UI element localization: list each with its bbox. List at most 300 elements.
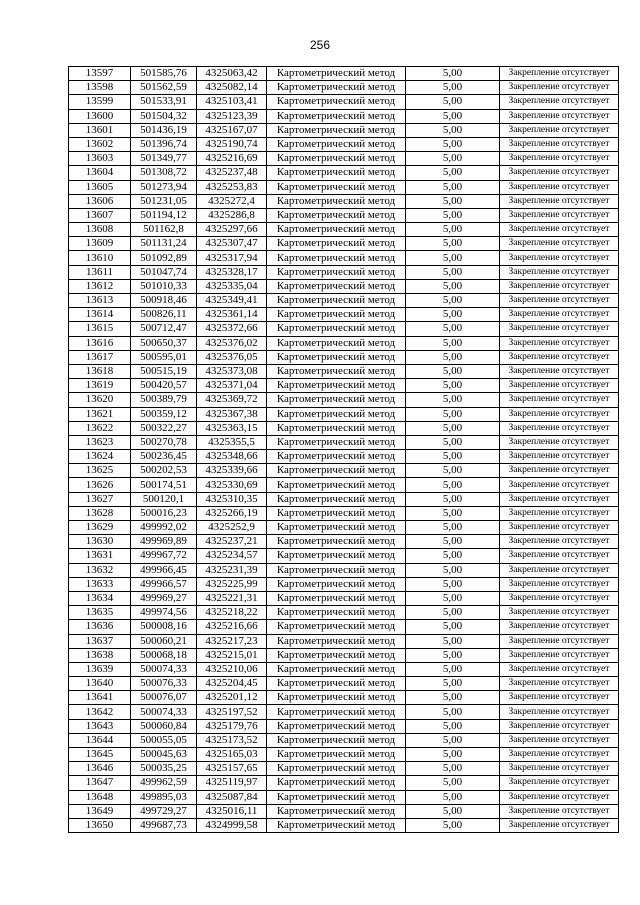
table-row xyxy=(69,450,619,464)
point-number-cell: 13617 xyxy=(69,350,131,364)
y-coordinate-cell: 4325376,05 xyxy=(197,350,267,364)
x-coordinate-cell: 500270,78 xyxy=(131,435,197,449)
y-coordinate-cell: 4325179,76 xyxy=(197,719,267,733)
table-row xyxy=(69,67,619,81)
precision-cell: 5,00 xyxy=(406,790,500,804)
method-cell: Картометрический метод xyxy=(267,279,406,293)
y-coordinate-cell: 4325087,84 xyxy=(197,790,267,804)
precision-cell: 5,00 xyxy=(406,563,500,577)
method-cell: Картометрический метод xyxy=(267,194,406,208)
fixation-cell: Закрепление отсутствует xyxy=(500,790,619,804)
y-coordinate-cell: 4325201,12 xyxy=(197,691,267,705)
point-number-cell: 13609 xyxy=(69,237,131,251)
precision-cell: 5,00 xyxy=(406,606,500,620)
method-cell: Картометрический метод xyxy=(267,549,406,563)
fixation-cell: Закрепление отсутствует xyxy=(500,450,619,464)
y-coordinate-cell: 4325190,74 xyxy=(197,137,267,151)
fixation-cell: Закрепление отсутствует xyxy=(500,393,619,407)
precision-cell: 5,00 xyxy=(406,251,500,265)
fixation-cell: Закрепление отсутствует xyxy=(500,166,619,180)
y-coordinate-cell: 4325103,41 xyxy=(197,95,267,109)
method-cell: Картометрический метод xyxy=(267,464,406,478)
fixation-cell: Закрепление отсутствует xyxy=(500,776,619,790)
fixation-cell: Закрепление отсутствует xyxy=(500,620,619,634)
fixation-cell: Закрепление отсутствует xyxy=(500,180,619,194)
precision-cell: 5,00 xyxy=(406,762,500,776)
table-row xyxy=(69,336,619,350)
point-number-cell: 13624 xyxy=(69,450,131,464)
method-cell: Картометрический метод xyxy=(267,762,406,776)
fixation-cell: Закрепление отсутствует xyxy=(500,81,619,95)
x-coordinate-cell: 501562,59 xyxy=(131,81,197,95)
point-number-cell: 13613 xyxy=(69,294,131,308)
table-row xyxy=(69,279,619,293)
fixation-cell: Закрепление отсутствует xyxy=(500,137,619,151)
y-coordinate-cell: 4325225,99 xyxy=(197,577,267,591)
precision-cell: 5,00 xyxy=(406,464,500,478)
point-number-cell: 13649 xyxy=(69,804,131,818)
table-row xyxy=(69,265,619,279)
fixation-cell: Закрепление отсутствует xyxy=(500,719,619,733)
method-cell: Картометрический метод xyxy=(267,137,406,151)
y-coordinate-cell: 4325367,38 xyxy=(197,407,267,421)
point-number-cell: 13627 xyxy=(69,492,131,506)
x-coordinate-cell: 501092,89 xyxy=(131,251,197,265)
precision-cell: 5,00 xyxy=(406,549,500,563)
fixation-cell: Закрепление отсутствует xyxy=(500,251,619,265)
x-coordinate-cell: 500515,19 xyxy=(131,364,197,378)
x-coordinate-cell: 501396,74 xyxy=(131,137,197,151)
method-cell: Картометрический метод xyxy=(267,180,406,194)
method-cell: Картометрический метод xyxy=(267,208,406,222)
y-coordinate-cell: 4325237,48 xyxy=(197,166,267,180)
precision-cell: 5,00 xyxy=(406,223,500,237)
precision-cell: 5,00 xyxy=(406,137,500,151)
method-cell: Картометрический метод xyxy=(267,223,406,237)
x-coordinate-cell: 499967,72 xyxy=(131,549,197,563)
fixation-cell: Закрепление отсутствует xyxy=(500,435,619,449)
method-cell: Картометрический метод xyxy=(267,691,406,705)
point-number-cell: 13626 xyxy=(69,478,131,492)
method-cell: Картометрический метод xyxy=(267,166,406,180)
y-coordinate-cell: 4325218,22 xyxy=(197,606,267,620)
fixation-cell: Закрепление отсутствует xyxy=(500,606,619,620)
fixation-cell: Закрепление отсутствует xyxy=(500,308,619,322)
fixation-cell: Закрепление отсутствует xyxy=(500,194,619,208)
table-row xyxy=(69,95,619,109)
point-number-cell: 13606 xyxy=(69,194,131,208)
fixation-cell: Закрепление отсутствует xyxy=(500,492,619,506)
table-row xyxy=(69,535,619,549)
y-coordinate-cell: 4325157,65 xyxy=(197,762,267,776)
x-coordinate-cell: 500068,18 xyxy=(131,648,197,662)
x-coordinate-cell: 501047,74 xyxy=(131,265,197,279)
method-cell: Картометрический метод xyxy=(267,677,406,691)
fixation-cell: Закрепление отсутствует xyxy=(500,322,619,336)
fixation-cell: Закрепление отсутствует xyxy=(500,705,619,719)
table-row xyxy=(69,748,619,762)
table-row xyxy=(69,662,619,676)
precision-cell: 5,00 xyxy=(406,804,500,818)
y-coordinate-cell: 4325231,39 xyxy=(197,563,267,577)
x-coordinate-cell: 500076,07 xyxy=(131,691,197,705)
precision-cell: 5,00 xyxy=(406,634,500,648)
method-cell: Картометрический метод xyxy=(267,662,406,676)
method-cell: Картометрический метод xyxy=(267,379,406,393)
point-number-cell: 13637 xyxy=(69,634,131,648)
precision-cell: 5,00 xyxy=(406,591,500,605)
fixation-cell: Закрепление отсутствует xyxy=(500,506,619,520)
point-number-cell: 13611 xyxy=(69,265,131,279)
x-coordinate-cell: 500016,23 xyxy=(131,506,197,520)
fixation-cell: Закрепление отсутствует xyxy=(500,407,619,421)
x-coordinate-cell: 501504,32 xyxy=(131,109,197,123)
fixation-cell: Закрепление отсутствует xyxy=(500,364,619,378)
y-coordinate-cell: 4325317,94 xyxy=(197,251,267,265)
method-cell: Картометрический метод xyxy=(267,95,406,109)
y-coordinate-cell: 4325165,03 xyxy=(197,748,267,762)
x-coordinate-cell: 499969,89 xyxy=(131,535,197,549)
x-coordinate-cell: 501010,33 xyxy=(131,279,197,293)
table-row xyxy=(69,109,619,123)
fixation-cell: Закрепление отсутствует xyxy=(500,95,619,109)
method-cell: Картометрический метод xyxy=(267,350,406,364)
precision-cell: 5,00 xyxy=(406,67,500,81)
table-row xyxy=(69,379,619,393)
fixation-cell: Закрепление отсутствует xyxy=(500,804,619,818)
point-number-cell: 13643 xyxy=(69,719,131,733)
y-coordinate-cell: 4325363,15 xyxy=(197,421,267,435)
y-coordinate-cell: 4325016,11 xyxy=(197,804,267,818)
fixation-cell: Закрепление отсутствует xyxy=(500,662,619,676)
x-coordinate-cell: 499974,56 xyxy=(131,606,197,620)
point-number-cell: 13640 xyxy=(69,677,131,691)
point-number-cell: 13599 xyxy=(69,95,131,109)
y-coordinate-cell: 4325307,47 xyxy=(197,237,267,251)
table-row xyxy=(69,322,619,336)
precision-cell: 5,00 xyxy=(406,109,500,123)
table-row xyxy=(69,705,619,719)
y-coordinate-cell: 4325310,35 xyxy=(197,492,267,506)
y-coordinate-cell: 4325252,9 xyxy=(197,521,267,535)
method-cell: Картометрический метод xyxy=(267,719,406,733)
fixation-cell: Закрепление отсутствует xyxy=(500,279,619,293)
x-coordinate-cell: 501436,19 xyxy=(131,123,197,137)
table-row xyxy=(69,166,619,180)
precision-cell: 5,00 xyxy=(406,152,500,166)
y-coordinate-cell: 4325330,69 xyxy=(197,478,267,492)
table-row xyxy=(69,350,619,364)
fixation-cell: Закрепление отсутствует xyxy=(500,208,619,222)
table-row xyxy=(69,194,619,208)
table-row xyxy=(69,308,619,322)
method-cell: Картометрический метод xyxy=(267,109,406,123)
fixation-cell: Закрепление отсутствует xyxy=(500,421,619,435)
fixation-cell: Закрепление отсутствует xyxy=(500,464,619,478)
x-coordinate-cell: 500074,33 xyxy=(131,705,197,719)
coordinates-table-body xyxy=(69,67,619,833)
precision-cell: 5,00 xyxy=(406,265,500,279)
method-cell: Картометрический метод xyxy=(267,265,406,279)
method-cell: Картометрический метод xyxy=(267,620,406,634)
precision-cell: 5,00 xyxy=(406,691,500,705)
table-row xyxy=(69,648,619,662)
table-row xyxy=(69,137,619,151)
precision-cell: 5,00 xyxy=(406,336,500,350)
precision-cell: 5,00 xyxy=(406,279,500,293)
y-coordinate-cell: 4325328,17 xyxy=(197,265,267,279)
method-cell: Картометрический метод xyxy=(267,407,406,421)
fixation-cell: Закрепление отсутствует xyxy=(500,265,619,279)
point-number-cell: 13648 xyxy=(69,790,131,804)
point-number-cell: 13630 xyxy=(69,535,131,549)
y-coordinate-cell: 4325204,45 xyxy=(197,677,267,691)
y-coordinate-cell: 4325215,01 xyxy=(197,648,267,662)
x-coordinate-cell: 499969,27 xyxy=(131,591,197,605)
x-coordinate-cell: 501231,05 xyxy=(131,194,197,208)
method-cell: Картометрический метод xyxy=(267,123,406,137)
table-row xyxy=(69,563,619,577)
table-row xyxy=(69,251,619,265)
precision-cell: 5,00 xyxy=(406,237,500,251)
fixation-cell: Закрепление отсутствует xyxy=(500,762,619,776)
x-coordinate-cell: 501162,8 xyxy=(131,223,197,237)
x-coordinate-cell: 500045,63 xyxy=(131,748,197,762)
table-row xyxy=(69,762,619,776)
x-coordinate-cell: 501308,72 xyxy=(131,166,197,180)
table-row xyxy=(69,123,619,137)
fixation-cell: Закрепление отсутствует xyxy=(500,237,619,251)
table-row xyxy=(69,549,619,563)
x-coordinate-cell: 500650,37 xyxy=(131,336,197,350)
table-row xyxy=(69,591,619,605)
precision-cell: 5,00 xyxy=(406,322,500,336)
table-row xyxy=(69,393,619,407)
x-coordinate-cell: 500322,27 xyxy=(131,421,197,435)
precision-cell: 5,00 xyxy=(406,733,500,747)
point-number-cell: 13639 xyxy=(69,662,131,676)
fixation-cell: Закрепление отсутствует xyxy=(500,748,619,762)
method-cell: Картометрический метод xyxy=(267,705,406,719)
y-coordinate-cell: 4325216,69 xyxy=(197,152,267,166)
x-coordinate-cell: 500918,46 xyxy=(131,294,197,308)
method-cell: Картометрический метод xyxy=(267,776,406,790)
y-coordinate-cell: 4325372,66 xyxy=(197,322,267,336)
precision-cell: 5,00 xyxy=(406,450,500,464)
y-coordinate-cell: 4325173,52 xyxy=(197,733,267,747)
fixation-cell: Закрепление отсутствует xyxy=(500,818,619,832)
table-row xyxy=(69,691,619,705)
method-cell: Картометрический метод xyxy=(267,294,406,308)
table-row xyxy=(69,464,619,478)
y-coordinate-cell: 4325335,04 xyxy=(197,279,267,293)
y-coordinate-cell: 4325355,5 xyxy=(197,435,267,449)
fixation-cell: Закрепление отсутствует xyxy=(500,549,619,563)
precision-cell: 5,00 xyxy=(406,421,500,435)
page-number: 256 xyxy=(309,38,331,52)
y-coordinate-cell: 4325197,52 xyxy=(197,705,267,719)
table-row xyxy=(69,294,619,308)
fixation-cell: Закрепление отсутствует xyxy=(500,294,619,308)
point-number-cell: 13625 xyxy=(69,464,131,478)
point-number-cell: 13628 xyxy=(69,506,131,520)
table-row xyxy=(69,776,619,790)
point-number-cell: 13622 xyxy=(69,421,131,435)
table-row xyxy=(69,790,619,804)
method-cell: Картометрический метод xyxy=(267,450,406,464)
method-cell: Картометрический метод xyxy=(267,748,406,762)
method-cell: Картометрический метод xyxy=(267,577,406,591)
fixation-cell: Закрепление отсутствует xyxy=(500,67,619,81)
x-coordinate-cell: 500359,12 xyxy=(131,407,197,421)
x-coordinate-cell: 500826,11 xyxy=(131,308,197,322)
point-number-cell: 13632 xyxy=(69,563,131,577)
y-coordinate-cell: 4325234,57 xyxy=(197,549,267,563)
precision-cell: 5,00 xyxy=(406,620,500,634)
table-row xyxy=(69,719,619,733)
method-cell: Картометрический метод xyxy=(267,535,406,549)
x-coordinate-cell: 501131,24 xyxy=(131,237,197,251)
x-coordinate-cell: 501533,91 xyxy=(131,95,197,109)
method-cell: Картометрический метод xyxy=(267,521,406,535)
precision-cell: 5,00 xyxy=(406,208,500,222)
x-coordinate-cell: 499966,57 xyxy=(131,577,197,591)
point-number-cell: 13635 xyxy=(69,606,131,620)
point-number-cell: 13615 xyxy=(69,322,131,336)
point-number-cell: 13621 xyxy=(69,407,131,421)
method-cell: Картометрический метод xyxy=(267,478,406,492)
precision-cell: 5,00 xyxy=(406,648,500,662)
x-coordinate-cell: 500060,84 xyxy=(131,719,197,733)
method-cell: Картометрический метод xyxy=(267,733,406,747)
method-cell: Картометрический метод xyxy=(267,81,406,95)
precision-cell: 5,00 xyxy=(406,294,500,308)
point-number-cell: 13603 xyxy=(69,152,131,166)
point-number-cell: 13614 xyxy=(69,308,131,322)
point-number-cell: 13636 xyxy=(69,620,131,634)
precision-cell: 5,00 xyxy=(406,662,500,676)
precision-cell: 5,00 xyxy=(406,719,500,733)
point-number-cell: 13644 xyxy=(69,733,131,747)
point-number-cell: 13631 xyxy=(69,549,131,563)
point-number-cell: 13642 xyxy=(69,705,131,719)
table-row xyxy=(69,606,619,620)
x-coordinate-cell: 500074,33 xyxy=(131,662,197,676)
method-cell: Картометрический метод xyxy=(267,364,406,378)
x-coordinate-cell: 499962,59 xyxy=(131,776,197,790)
point-number-cell: 13650 xyxy=(69,818,131,832)
fixation-cell: Закрепление отсутствует xyxy=(500,521,619,535)
x-coordinate-cell: 500202,53 xyxy=(131,464,197,478)
fixation-cell: Закрепление отсутствует xyxy=(500,336,619,350)
x-coordinate-cell: 500712,47 xyxy=(131,322,197,336)
y-coordinate-cell: 4325266,19 xyxy=(197,506,267,520)
x-coordinate-cell: 500060,21 xyxy=(131,634,197,648)
method-cell: Картометрический метод xyxy=(267,322,406,336)
precision-cell: 5,00 xyxy=(406,308,500,322)
precision-cell: 5,00 xyxy=(406,435,500,449)
method-cell: Картометрический метод xyxy=(267,421,406,435)
table-row xyxy=(69,733,619,747)
method-cell: Картометрический метод xyxy=(267,237,406,251)
point-number-cell: 13634 xyxy=(69,591,131,605)
y-coordinate-cell: 4325217,23 xyxy=(197,634,267,648)
y-coordinate-cell: 4325216,66 xyxy=(197,620,267,634)
precision-cell: 5,00 xyxy=(406,407,500,421)
fixation-cell: Закрепление отсутствует xyxy=(500,733,619,747)
table-row xyxy=(69,492,619,506)
x-coordinate-cell: 501194,12 xyxy=(131,208,197,222)
fixation-cell: Закрепление отсутствует xyxy=(500,677,619,691)
x-coordinate-cell: 500389,79 xyxy=(131,393,197,407)
method-cell: Картометрический метод xyxy=(267,251,406,265)
method-cell: Картометрический метод xyxy=(267,818,406,832)
y-coordinate-cell: 4325349,41 xyxy=(197,294,267,308)
fixation-cell: Закрепление отсутствует xyxy=(500,152,619,166)
point-number-cell: 13619 xyxy=(69,379,131,393)
table-row xyxy=(69,81,619,95)
point-number-cell: 13638 xyxy=(69,648,131,662)
point-number-cell: 13645 xyxy=(69,748,131,762)
x-coordinate-cell: 501349,77 xyxy=(131,152,197,166)
precision-cell: 5,00 xyxy=(406,492,500,506)
point-number-cell: 13646 xyxy=(69,762,131,776)
precision-cell: 5,00 xyxy=(406,577,500,591)
x-coordinate-cell: 500420,57 xyxy=(131,379,197,393)
fixation-cell: Закрепление отсутствует xyxy=(500,563,619,577)
y-coordinate-cell: 4325361,14 xyxy=(197,308,267,322)
table-row xyxy=(69,421,619,435)
fixation-cell: Закрепление отсутствует xyxy=(500,691,619,705)
table-row xyxy=(69,620,619,634)
y-coordinate-cell: 4325297,66 xyxy=(197,223,267,237)
table-row xyxy=(69,634,619,648)
y-coordinate-cell: 4325272,4 xyxy=(197,194,267,208)
coordinates-table xyxy=(68,66,619,833)
precision-cell: 5,00 xyxy=(406,506,500,520)
point-number-cell: 13605 xyxy=(69,180,131,194)
precision-cell: 5,00 xyxy=(406,166,500,180)
x-coordinate-cell: 499992,02 xyxy=(131,521,197,535)
x-coordinate-cell: 499729,27 xyxy=(131,804,197,818)
table-row xyxy=(69,208,619,222)
table-row xyxy=(69,506,619,520)
y-coordinate-cell: 4325253,83 xyxy=(197,180,267,194)
y-coordinate-cell: 4325369,72 xyxy=(197,393,267,407)
fixation-cell: Закрепление отсутствует xyxy=(500,123,619,137)
fixation-cell: Закрепление отсутствует xyxy=(500,379,619,393)
method-cell: Картометрический метод xyxy=(267,67,406,81)
precision-cell: 5,00 xyxy=(406,95,500,109)
precision-cell: 5,00 xyxy=(406,364,500,378)
precision-cell: 5,00 xyxy=(406,180,500,194)
point-number-cell: 13641 xyxy=(69,691,131,705)
fixation-cell: Закрепление отсутствует xyxy=(500,648,619,662)
method-cell: Картометрический метод xyxy=(267,648,406,662)
point-number-cell: 13647 xyxy=(69,776,131,790)
point-number-cell: 13598 xyxy=(69,81,131,95)
y-coordinate-cell: 4325221,31 xyxy=(197,591,267,605)
x-coordinate-cell: 501273,94 xyxy=(131,180,197,194)
point-number-cell: 13616 xyxy=(69,336,131,350)
x-coordinate-cell: 500174,51 xyxy=(131,478,197,492)
point-number-cell: 13607 xyxy=(69,208,131,222)
point-number-cell: 13601 xyxy=(69,123,131,137)
y-coordinate-cell: 4325286,8 xyxy=(197,208,267,222)
precision-cell: 5,00 xyxy=(406,818,500,832)
fixation-cell: Закрепление отсутствует xyxy=(500,478,619,492)
method-cell: Картометрический метод xyxy=(267,393,406,407)
